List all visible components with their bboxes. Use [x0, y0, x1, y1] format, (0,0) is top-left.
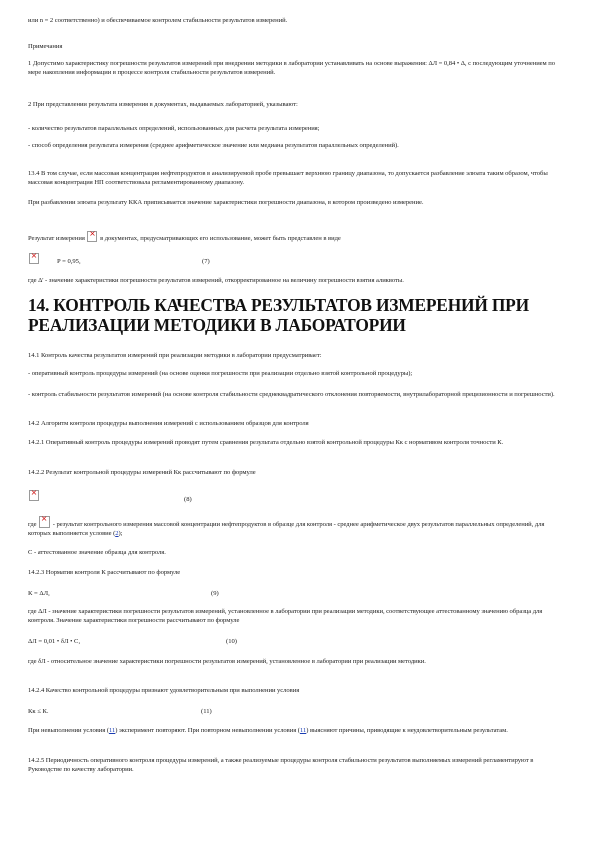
paragraph-c-definition: С - аттестованное значение образца для контроля. — [28, 549, 166, 556]
broken-formula-image-icon — [87, 231, 97, 242]
condition-11-link[interactable]: 11 — [108, 727, 116, 734]
paragraph-13-4: 13.4 В том случае, если массовая концентрация нефтепродуктов в анализируемой пробе превышает верхнюю границу диапазона, то допускается разбавление элюата таким образом, чтобы массовая концентрация НП соответствовала регламентированному диапазону. — [28, 170, 548, 186]
paragraph-14-2-4: 14.2.4 Качество контрольной процедуры признают удовлетворительным при выполнении условия — [28, 687, 300, 694]
where-x-text: - результат контрольного измерения массовой концентрации нефтепродуктов в образце для контроля - среднее арифметическое двух результатов параллельных определений, для которых выполняется условие ( — [28, 521, 545, 537]
paragraph-dilution: При разбавлении элюата результату ККА приписывается значение характеристики погрешности диапазона, в котором произведено измерение. — [28, 199, 424, 206]
note-1: 1 Допустимо характеристику погрешности результатов измерений при внедрении методики в лаборатории устанавливать на основе выражения: ΔЛ = 0,84 • Δ, с последующим уточнением по мере накопления информации в процессе контроля стабильности результатов измерений. — [28, 60, 555, 76]
formula-9: К = ΔЛ, — [28, 590, 50, 597]
paragraph-result-form — [28, 231, 568, 244]
paragraph-continuation: или n = 2 соответственно) и обеспечиваемое контролем стабильности результатов измерений. — [28, 17, 288, 24]
paragraph-14-2-2: 14.2.2 Результат контрольной процедуры измерений Кк рассчитывают по формуле — [28, 469, 256, 476]
result-form-text-start: Результат измерения — [28, 235, 85, 242]
item-operative-control: - оперативный контроль процедуры измерений (на основе оценки погрешности при реализации отдельно взятой контрольной процедуры); — [28, 370, 413, 377]
repeat-text-start: При невыполнении условия ( — [28, 727, 109, 734]
paragraph-delta-prime: где Δ' - значение характеристики погрешности результатов измерений, откорректированное на величину погрешности взятия аликвоты. — [28, 277, 404, 284]
formula-8-row — [28, 490, 40, 502]
paragraph-delta-l-relative: где δЛ - относительное значение характеристики погрешности результатов измерений, установленное в лаборатории при реализации методики. — [28, 658, 426, 665]
formula-11-number: (11) — [201, 708, 212, 715]
paragraph-14-2-5: 14.2.5 Периодичность оперативного контроля процедуры измерений, а также реализуемые процедуры контроля стабильности результатов выполняемых измерений регламентируют в Руководстве по качеству лаборатории. — [28, 757, 534, 773]
formula-7-number: (7) — [202, 258, 210, 265]
condition-11-link-second[interactable]: 11 — [299, 727, 307, 734]
paragraph-14-1: 14.1 Контроль качества результатов измерений при реализации методики в лаборатории предусматривает: — [28, 352, 322, 359]
paragraph-14-2-3: 14.2.3 Норматив контроля К рассчитывают по формуле — [28, 569, 181, 576]
paragraph-repeat — [28, 727, 568, 736]
broken-formula-image-icon — [29, 490, 39, 501]
formula-7-row — [28, 253, 40, 265]
paragraph-delta-l: где ΔЛ - значение характеристики погрешности результатов измерений, установленное в лаборатории при реализации методики, соответствующее аттестованному значению образца для контроля. Значение характеристики погрешности рассчитывают по формуле — [28, 608, 543, 624]
paragraph-14-2: 14.2 Алгоритм контроля процедуры выполнения измерений с использованием образцов для контроля — [28, 420, 309, 427]
repeat-text-mid: ) эксперимент повторяют. При повторном невыполнении условия ( — [115, 727, 300, 734]
formula-10-number: (10) — [226, 638, 237, 645]
note-2-item-count: - количество результатов параллельных определений, использованных для расчета результата измерения; — [28, 125, 320, 132]
where-label: где — [28, 521, 37, 528]
condition-2-link[interactable]: 2 — [115, 529, 119, 537]
result-form-text-end: в документах, предусматривающих его использование, может быть представлен в виде — [100, 235, 341, 242]
paragraph-14-2-1: 14.2.1 Оперативный контроль процедуры измерений проводят путем сравнения результата отдельно взятой контрольной процедуры Кк с нормативом контроля точности К. — [28, 439, 504, 446]
broken-formula-image-icon — [39, 516, 50, 528]
item-stability-control: - контроль стабильности результатов измерений (на основе контроля стабильности среднеквадратического отклонения повторяемости, внутрилабораторной прецизионности и погрешности). — [28, 391, 555, 398]
section-heading-14: 14. КОНТРОЛЬ КАЧЕСТВА РЕЗУЛЬТАТОВ ИЗМЕРЕНИЙ ПРИ РЕАЛИЗАЦИИ МЕТОДИКИ В ЛАБОРАТОРИИ — [28, 295, 529, 335]
formula-11: Кк ≤ К. — [28, 708, 49, 715]
notes-title: Примечания — [28, 43, 63, 50]
paragraph-where-x — [28, 516, 568, 539]
formula-9-number: (9) — [211, 590, 219, 597]
note-2-item-method: - способ определения результата измерения (среднее арифметическое значение или медиана результатов параллельных определений). — [28, 142, 399, 149]
note-2: 2 При представлении результата измерения в документах, выдаваемых лабораторией, указывают: — [28, 101, 298, 108]
formula-8-number: (8) — [184, 496, 192, 503]
broken-formula-image-icon — [29, 253, 39, 264]
repeat-text-end: ) выясняют причины, приводящие к неудовлетворительным результатам. — [306, 727, 508, 734]
formula-7-condition: P = 0,95, — [57, 258, 81, 265]
where-x-text-end: ); — [118, 529, 123, 537]
formula-10: ΔЛ = 0,01 • δЛ • С, — [28, 638, 81, 645]
